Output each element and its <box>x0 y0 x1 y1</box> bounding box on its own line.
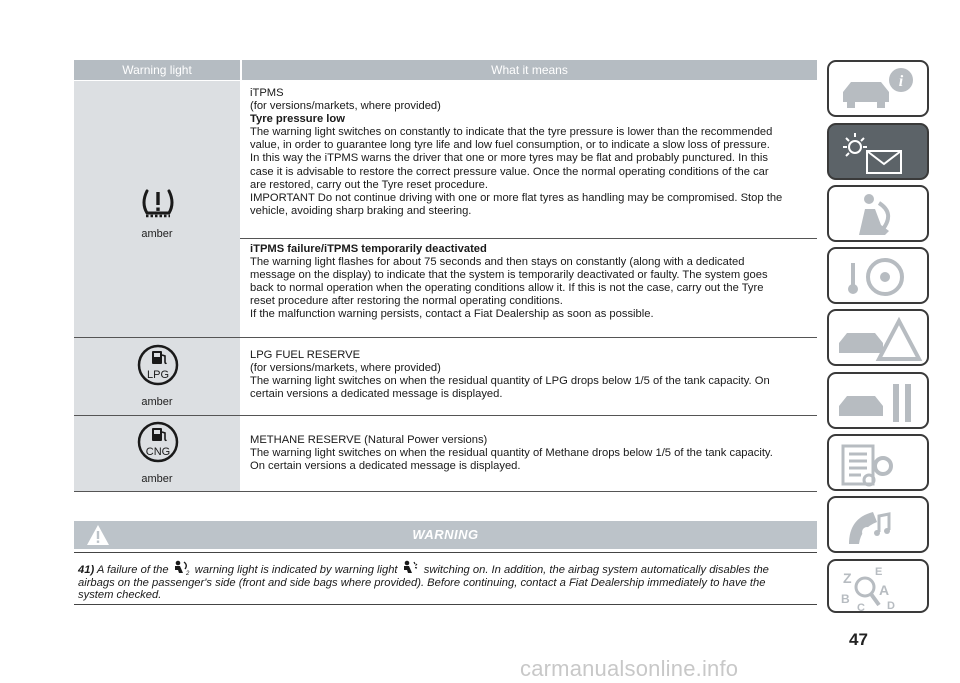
column-header-meaning: What it means <box>491 63 568 77</box>
car-maintenance-icon <box>829 374 931 431</box>
airbag-failure-icon <box>401 560 421 576</box>
warning-ref: 41) <box>78 564 95 576</box>
tab-technical-data[interactable] <box>827 434 929 491</box>
tab-in-emergency[interactable] <box>827 309 929 366</box>
warning-text-part: A failure of the <box>94 564 172 576</box>
warning-lights-messages-icon <box>829 125 931 182</box>
tab-servicing[interactable] <box>827 372 929 429</box>
lpg-fuel-icon <box>137 344 179 386</box>
car-info-icon <box>829 62 931 119</box>
text-line: If the malfunction warning persists, contact a Fiat Dealership as soon as possible. <box>250 308 654 321</box>
text-line: In this way the iTPMS warns the driver that one or more tyres may be flat and probably punctured. In this <box>250 152 768 165</box>
cng-description <box>250 434 816 473</box>
table-header <box>74 60 817 80</box>
cng-icon-text: CNG <box>145 446 171 458</box>
sub-row-divider <box>240 238 817 239</box>
seat-airbag-icon <box>829 187 931 244</box>
tab-warning-lights[interactable] <box>827 123 929 180</box>
tpms-failure-description <box>250 243 816 322</box>
airbag-deactivated-icon <box>172 560 192 576</box>
text-line: case it is advisable to restore the correct pressure value. Once the normal operating conditions of the car <box>250 165 769 178</box>
text-line: vehicle, avoiding sharp braking and steering. <box>250 204 472 217</box>
text-line: The warning light switches on when the residual quantity of Methane drops below 1/5 of the tank capacity. <box>250 447 773 460</box>
tpms-description <box>250 87 816 218</box>
section-heading: Tyre pressure low <box>250 113 345 126</box>
warning-text-part: switching on. In addition, the airbag system automatically disables the <box>420 564 769 576</box>
text-line: LPG FUEL RESERVE <box>250 349 361 361</box>
color-label: amber <box>141 473 173 485</box>
table-bottom-line <box>74 491 817 492</box>
tab-knowing-your-car[interactable] <box>827 60 929 117</box>
lpg-description <box>250 349 816 401</box>
cng-fuel-icon <box>137 421 179 463</box>
row-divider <box>74 415 817 416</box>
text-line: METHANE RESERVE (Natural Power versions) <box>250 434 488 446</box>
text-line: message on the display) to indicate that the system is temporarily deactivated or faulty. The system goes <box>250 269 768 282</box>
text-line: iTPMS <box>250 87 284 99</box>
text-line: (for versions/markets, where provided) <box>250 100 441 113</box>
emergency-car-icon <box>829 311 931 368</box>
text-line: are restored, carry out the Tyre reset procedure. <box>250 178 488 191</box>
text-line: IMPORTANT Do not continue driving with one or more flat tyres as handling may be compromised. Stop the <box>250 191 783 204</box>
svg-text:Z: Z <box>843 570 852 586</box>
text-line: The warning light flashes for about 75 seconds and then stays on constantly (along with a dedicated <box>250 256 745 269</box>
section-heading: iTPMS failure/iTPMS temporarily deactivated <box>250 243 487 255</box>
warning-text-line: system checked. <box>78 589 162 602</box>
text-line: The warning light switches on when the residual quantity of LPG drops below 1/5 of the tank capacity. On <box>250 375 770 388</box>
text-line: certain versions a dedicated message is displayed. <box>250 388 503 401</box>
tab-starting-driving[interactable] <box>827 247 929 304</box>
warning-text <box>78 560 814 602</box>
column-header-warning-light: Warning light <box>122 63 192 77</box>
svg-text:A: A <box>879 582 890 598</box>
text-line: value, in order to guarantee long tyre life and low fuel consumption, or to indicate a slow loss of pressure. <box>250 139 770 152</box>
svg-text:2: 2 <box>185 571 190 576</box>
svg-text:D: D <box>887 600 895 612</box>
tyre-pressure-icon <box>138 183 178 223</box>
tab-index[interactable] <box>827 559 929 613</box>
text-line: (for versions/markets, where provided) <box>250 362 441 375</box>
warning-text-part: warning light is indicated by warning light <box>191 564 401 576</box>
row-divider <box>74 337 817 338</box>
index-icon <box>829 561 931 615</box>
watermark: carmanualsonline.info <box>520 656 739 681</box>
text-line: The warning light switches on constantly to indicate that the tyre pressure is lower than the recommended <box>250 126 773 139</box>
color-label: amber <box>141 228 173 240</box>
page-number: 47 <box>849 630 868 649</box>
steering-key-icon <box>829 249 931 306</box>
svg-text:B: B <box>841 592 850 606</box>
tab-multimedia[interactable] <box>827 496 929 553</box>
color-label: amber <box>141 396 173 408</box>
svg-text:i: i <box>898 73 904 90</box>
text-line: On certain versions a dedicated message is displayed. <box>250 460 521 473</box>
warning-title: WARNING <box>412 527 479 542</box>
multimedia-icon <box>829 498 931 555</box>
text-line: reset procedure after restoring the normal operating conditions. <box>250 295 563 308</box>
technical-data-icon <box>829 436 931 493</box>
tab-safety[interactable] <box>827 185 929 242</box>
lpg-icon-text: LPG <box>146 369 170 381</box>
text-line: back to normal operation when the operating conditions allow it. If this is not the case, carry out the Tyre <box>250 282 764 295</box>
warning-text-line: airbags on the passenger's side (front and side bags where provided). Before continuing, contact a Fiat Dealership immediately to have the <box>78 576 766 589</box>
svg-text:C: C <box>857 602 865 614</box>
svg-text:E: E <box>875 566 883 578</box>
